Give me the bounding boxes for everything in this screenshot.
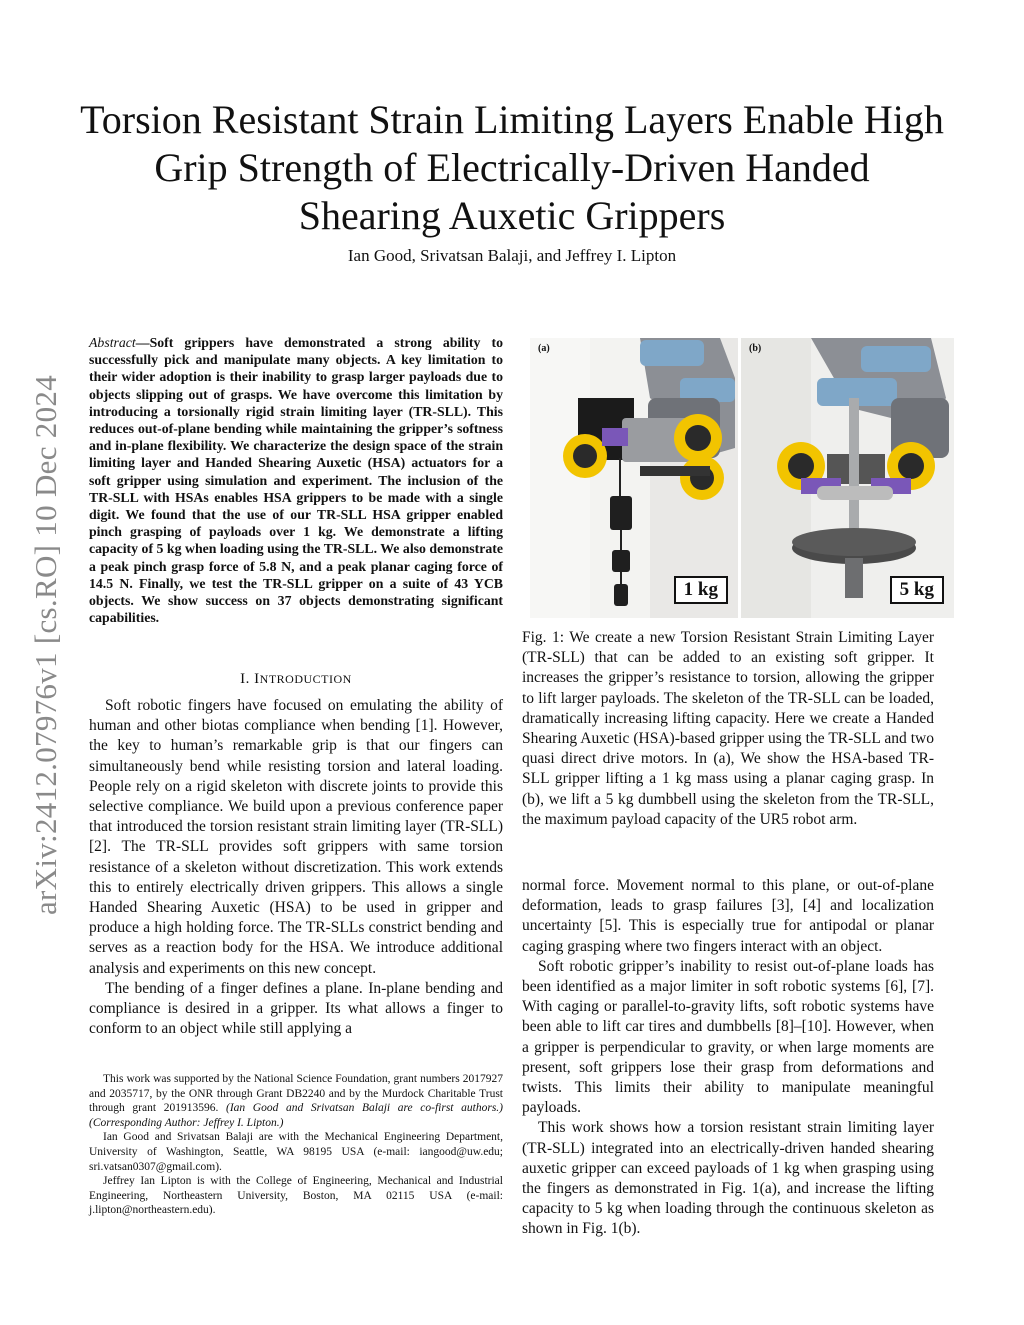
- intro-paragraph: Soft robotic fingers have focused on emulating the ability of human and other biotas compliance when bending [1]. However, the key to human’s remarkable grip is that our fingers can simultaneously bend while resisting torsion and lateral loading. People rely on a rigid skeleton with discrete joints to provide this selective compliance. We build upon a previous conference paper that introduced the torsion resistant strain limiting layer (TR-SLL) [2]. The TR-SLL provides soft grippers with same torsion resistance of a skeleton without discretization. This work extends this to entirely electrically driven grippers. This allows a single Handed Shearing Auxetic (HSA) to be used in gripper and produce a high holding force. The TR-SLLs constrict bending and serves as a reaction body for the HSA. We introduce additional analysis and experiments on this new concept.: [89, 697, 503, 977]
- right-column-text: [522, 876, 934, 1240]
- figure-panel-b: [741, 338, 954, 618]
- footnotes: [89, 1072, 503, 1218]
- body-paragraph: Soft robotic gripper’s inability to resist out-of-plane loads has been identified as a major limiter in soft robotic systems [6], [7]. With caging or parallel-to-gravity lifts, soft robotic systems have been able to lift car tires and dumbbells [8]–[10]. However, when a gripper is perpendicular to gravity, or when large moments are present, soft grippers lose their grasp from deformations and twists. This limits their ability to manipulate meaningful payloads.: [522, 957, 934, 1117]
- co-first-author-note: (Ian Good and Srivatsan Balaji are co-first authors.) (Corresponding Author: Jeffrey I. Lipton.): [89, 1102, 504, 1129]
- abstract-lead: Abstract: [89, 335, 136, 350]
- body-paragraph: normal force. Movement normal to this plane, or out-of-plane deformation, leads to grasp failures [3], [4] and localization uncertainty [5]. This is especially true for antipodal or planar caging grasping where two fingers interact with an object.: [522, 877, 934, 955]
- funding-footnote: [89, 1072, 503, 1130]
- panel-b-tag: (b): [749, 343, 762, 354]
- figure-1: [522, 338, 934, 620]
- introduction-text: [89, 696, 503, 1039]
- mass-label-1kg: 1 kg: [674, 576, 728, 604]
- affiliation-footnote: Jeffrey Ian Lipton is with the College of Engineering, Mechanical and Industrial Engineering, Northeastern University, Boston, MA 02115 USA (e-mail: j.lipton@northeastern.edu).: [89, 1175, 503, 1217]
- paper-title: Torsion Resistant Strain Limiting Layers Enable High Grip Strength of Electrically-Driven Handed Shearing Auxetic Grippers: [80, 97, 944, 238]
- figure-panel-a: [530, 338, 738, 618]
- arxiv-identifier: [22, 345, 70, 945]
- funding-text: This work was supported by the National Science Foundation, grant numbers 2017927 and 2035717, by the ONR through Grant DB2240 and by the Murdock Charitable Trust through grant 201913596.: [89, 1073, 503, 1115]
- affiliation-footnote: Ian Good and Srivatsan Balaji are with the Mechanical Engineering Department, University of Washington, Seattle, WA 98195 USA (e-mail: iangood@uw.edu; sri.vatsan0307@gmail.com).: [89, 1131, 503, 1173]
- mass-label-5kg: 5 kg: [890, 576, 944, 604]
- arxiv-identifier-text: arXiv:2412.07976v1 [cs.RO] 10 Dec 2024: [28, 374, 64, 916]
- abstract: [89, 334, 503, 626]
- section-heading-prefix: I. I: [240, 671, 260, 687]
- intro-paragraph: The bending of a finger defines a plane. In-plane bending and compliance is desired in a gripper. Its what allows a finger to conform to an object while still applying a: [89, 979, 503, 1038]
- panel-a-tag: (a): [538, 343, 550, 354]
- section-heading-rest: NTRODUCTION: [259, 672, 352, 686]
- paper-authors: Ian Good, Srivatsan Balaji, and Jeffrey I. Lipton: [347, 246, 677, 265]
- figure-caption: Fig. 1: We create a new Torsion Resistant Strain Limiting Layer (TR-SLL) that can be added to an existing soft gripper. It increases the gripper’s resistance to torsion, allowing the gripper to lift larger payloads. The skeleton of the TR-SLL can be loaded, dramatically increasing lifting capacity. Here we create a Handed Shearing Auxetic (HSA)-based gripper using the TR-SLL and two quasi direct drive motors. In (a), We show the HSA-based TR-SLL gripper lifting a 1 kg mass using a planar caging grasp. In (b), we lift a 5 kg dumbbell using the skeleton from the TR-SLL, the maximum payload capacity of the UR5 robot arm.: [522, 629, 934, 828]
- body-paragraph: This work shows how a torsion resistant strain limiting layer (TR-SLL) integrated into an electrically-driven handed shearing auxetic gripper can exceed payloads of 1 kg when grasping using the fingers as demonstrated in Fig. 1(a), and increase the lifting capacity to 5 kg when loading through the continuous skeleton as shown in Fig. 1(b).: [522, 1119, 934, 1238]
- section-heading-introduction: [89, 671, 503, 688]
- abstract-text: —Soft grippers have demonstrated a strong ability to successfully pick and manipulate many objects. A key limitation to their wider adoption is their inability to grasp larger payloads due to objects slipping out of grasps. We have overcome this limitation by introducing a torsionally rigid strain limiting layer (TR-SLL). This reduces out-of-plane bending while maintaining the gripper’s softness and in-plane flexibility. We characterize the design space of the strain limiting layer and Handed Shearing Auxetic (HSA) actuators for a soft gripper using simulation and experiment. The inclusion of the TR-SLL with HSAs enables HSA grippers to be made with a single digit. We found that the use of our TR-SLL HSA gripper enabled pinch grasping of payloads over 1 kg. We demonstrate a lifting capacity of 5 kg when loading using the TR-SLL. We also demonstrate a peak pinch grasp force of 5.8 N, and a peak planar caging force of 14.5 N. Finally, we test the TR-SLL gripper on a suite of 43 YCB objects. We show success on 37 objects demonstrating significant capabilities.: [89, 335, 503, 626]
